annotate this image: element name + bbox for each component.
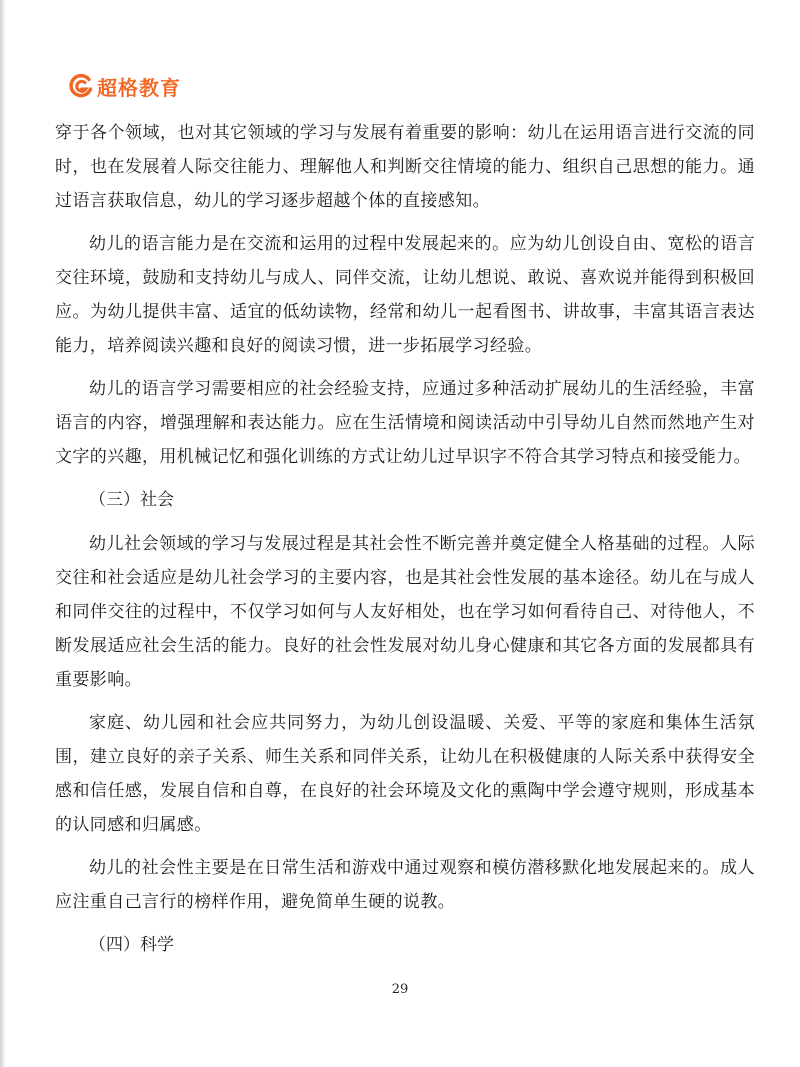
cg-logo-icon bbox=[68, 73, 94, 99]
section-heading-science: （四）科学 bbox=[89, 935, 174, 955]
paragraph-social-role-model: 幼儿的社会性主要是在日常生活和游戏中通过观察和模仿潜移默化地发展起来的。成人应注重自己言行的榜样作用，避免简单生硬的说教。 bbox=[55, 858, 755, 912]
paragraph-social-development: 幼儿社会领域的学习与发展过程是其社会性不断完善并奠定健全人格基础的过程。人际交往和社会适应是幼儿社会学习的主要内容，也是其社会性发展的基本途径。幼儿在与成人和同伴交往的过程中，不仅学习如何与人友好相处，也在学习如何看待自己、对待他人，不断发展适应社会生活的能力。良好的社会性发展对幼儿身心健康和其它各方面的发展都具有重要影响。 bbox=[55, 534, 755, 690]
paragraph-language-ability: 幼儿的语言能力是在交流和运用的过程中发展起来的。应为幼儿创设自由、宽松的语言交往环境，鼓励和支持幼儿与成人、同伴交流，让幼儿想说、敢说、喜欢说并能得到积极回应。为幼儿提供丰富、适宜的低幼读物，经常和幼儿一起看图书、讲故事，丰富其语言表达能力，培养阅读兴趣和良好的阅读习惯，进一步拓展学习经验。 bbox=[55, 234, 755, 356]
page-left-edge-shadow bbox=[0, 0, 6, 1067]
brand-logo bbox=[68, 70, 181, 102]
paragraph-language-continued: 穿于各个领域，也对其它领域的学习与发展有着重要的影响：幼儿在运用语言进行交流的同时，也在发展着人际交往能力、理解他人和判断交往情境的能力、组织自己思想的能力。通过语言获取信息，幼儿的学习逐步超越个体的直接感知。 bbox=[55, 123, 755, 211]
paragraph-social-environment: 家庭、幼儿园和社会应共同努力，为幼儿创设温暖、关爱、平等的家庭和集体生活氛围，建立良好的亲子关系、师生关系和同伴关系，让幼儿在积极健康的人际关系中获得安全感和信任感，发展自信和自尊，在良好的社会环境及文化的熏陶中学会遵守规则，形成基本的认同感和归属感。 bbox=[55, 713, 755, 835]
page-number: 29 bbox=[391, 982, 409, 997]
document-body bbox=[55, 116, 755, 972]
paragraph-language-learning: 幼儿的语言学习需要相应的社会经验支持，应通过多种活动扩展幼儿的生活经验，丰富语言的内容，增强理解和表达能力。应在生活情境和阅读活动中引导幼儿自然而然地产生对文字的兴趣，用机械记忆和强化训练的方式让幼儿过早识字不符合其学习特点和接受能力。 bbox=[55, 379, 755, 467]
logo-text: 超格教育 bbox=[97, 75, 181, 100]
section-heading-social: （三）社会 bbox=[89, 490, 174, 510]
